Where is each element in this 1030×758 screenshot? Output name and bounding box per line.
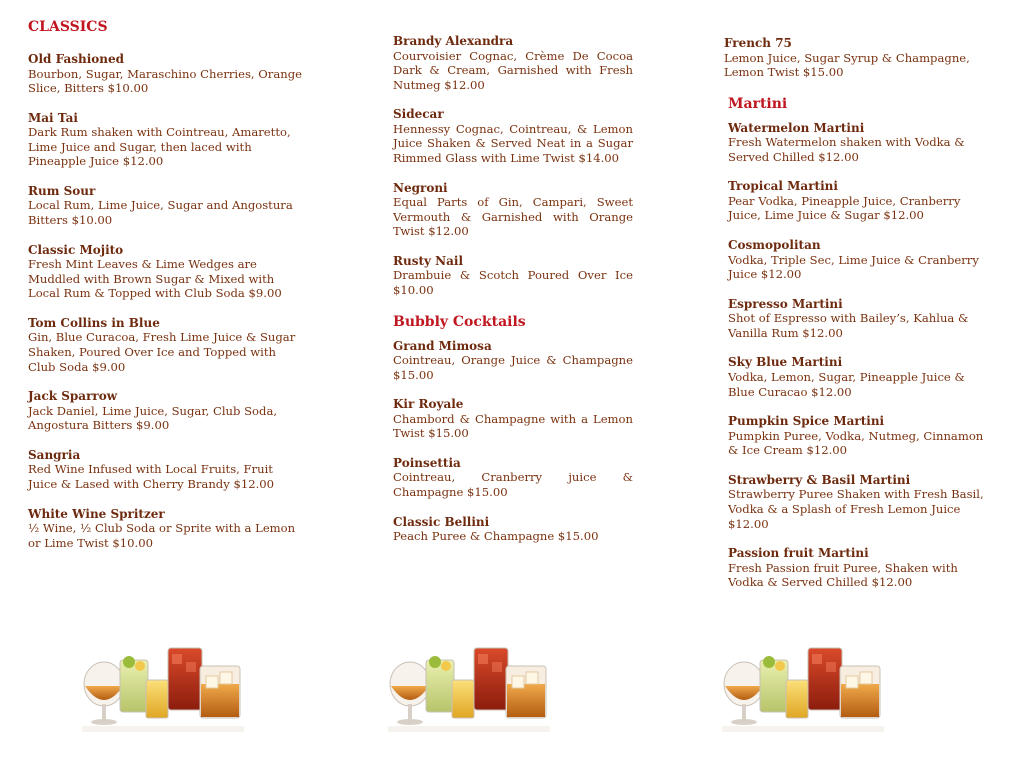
menu-item-name: Sidecar	[393, 107, 444, 122]
bubbly-cocktails-title: Bubbly Cocktails	[393, 313, 526, 330]
menu-item-description: Peach Puree & Champagne $15.00	[393, 529, 599, 544]
cocktail-glasses-icon	[722, 636, 884, 732]
menu-item-description: Local Rum, Lime Juice, Sugar and Angostura Bitters $10.00	[28, 198, 293, 228]
menu-item-name: Rum Sour	[28, 183, 96, 198]
menu-item-description: Fresh Mint Leaves & Lime Wedges are Muddled with Brown Sugar & Mixed with Local Rum & Topped with Club Soda $9.00	[28, 257, 282, 301]
menu-item	[28, 507, 303, 551]
classics-title: CLASSICS	[28, 19, 108, 35]
menu-item	[28, 448, 303, 492]
menu-item-name: Negroni	[393, 180, 448, 195]
menu-item-description: Courvoisier Cognac, Crème De Cocoa Dark & Cream, Garnished with Fresh Nutmeg $12.00	[393, 48, 633, 92]
menu-item-name: Espresso Martini	[728, 296, 843, 311]
menu-item	[728, 238, 992, 282]
menu-item-description: Drambuie & Scotch Poured Over Ice $10.00	[393, 268, 633, 297]
menu-item	[728, 121, 992, 165]
menu-item-description: Fresh Passion fruit Puree, Shaken with Vodka & Served Chilled $12.00	[728, 560, 958, 590]
menu-item	[393, 34, 633, 92]
menu-item-description: Gin, Blue Curacoa, Fresh Lime Juice & Sugar Shaken, Poured Over Ice and Topped with Club Soda $9.00	[28, 330, 296, 374]
menu-item	[728, 414, 992, 458]
bubbly-list	[393, 339, 633, 544]
menu-item-description: Bourbon, Sugar, Maraschino Cherries, Orange Slice, Bitters $10.00	[28, 66, 302, 96]
menu-item-name: Strawberry & Basil Martini	[728, 472, 911, 487]
martini-list	[724, 121, 992, 590]
menu-item-name: Tropical Martini	[728, 179, 838, 194]
menu-item-description: Fresh Watermelon shaken with Vodka & Served Chilled $12.00	[728, 135, 965, 164]
menu-item-description: Equal Parts of Gin, Campari, Sweet Vermouth & Garnished with Orange Twist $12.00	[393, 195, 633, 239]
menu-item-description: Cointreau, Cranberry juice & Champagne $15.00	[393, 470, 633, 499]
menu-item-name: Old Fashioned	[28, 52, 125, 66]
menu-item	[393, 254, 633, 298]
menu-item	[393, 107, 633, 165]
menu-item-description: Cointreau, Orange Juice & Champagne $15.00	[393, 353, 633, 382]
menu-item-name: Sky Blue Martini	[728, 355, 843, 370]
menu-item-name: Passion fruit Martini	[728, 546, 869, 561]
menu-item-name: Watermelon Martini	[728, 120, 865, 135]
french75-list	[724, 36, 992, 80]
menu-item-name: Classic Bellini	[393, 514, 490, 529]
menu-item	[728, 179, 992, 223]
menu-item	[728, 355, 992, 399]
menu-item-description: Strawberry Puree Shaken with Fresh Basil, Vodka & a Splash of Fresh Lemon Juice $12.00	[728, 487, 984, 531]
menu-item-name: Kir Royale	[393, 397, 464, 412]
menu-item-name: White Wine Spritzer	[28, 506, 165, 521]
cocktail-glasses-icon	[82, 636, 244, 732]
menu-item	[393, 515, 633, 544]
menu-item	[393, 397, 633, 441]
brandy-bubbly-column	[393, 34, 633, 559]
menu-item	[393, 181, 633, 239]
cocktail-glasses-icon	[388, 636, 550, 732]
menu-item-description: Vodka, Triple Sec, Lime Juice & Cranberry Juice $12.00	[728, 252, 979, 282]
menu-item-name: Pumpkin Spice Martini	[728, 414, 885, 429]
menu-item-name: Rusty Nail	[393, 253, 464, 268]
menu-item-description: Red Wine Infused with Local Fruits, Fruit Juice & Lased with Cherry Brandy $12.00	[28, 462, 275, 491]
menu-item	[393, 339, 633, 383]
menu-item	[728, 473, 992, 531]
menu-item-name: Tom Collins in Blue	[28, 315, 160, 330]
menu-item-name: French 75	[724, 36, 792, 50]
menu-item-name: Sangria	[28, 447, 81, 462]
menu-item-name: Jack Sparrow	[28, 389, 118, 404]
martini-title: Martini	[728, 95, 788, 112]
menu-item-description: Pear Vodka, Pineapple Juice, Cranberry Juice, Lime Juice & Sugar $12.00	[728, 193, 961, 223]
menu-item-description: Jack Daniel, Lime Juice, Sugar, Club Soda, Angostura Bitters $9.00	[28, 403, 278, 433]
menu-item-description: Lemon Juice, Sugar Syrup & Champagne, Lemon Twist $15.00	[724, 50, 970, 80]
menu-item	[724, 36, 992, 80]
menu-item	[28, 52, 303, 96]
menu-item-description: Chambord & Champagne with a Lemon Twist $15.00	[393, 411, 633, 441]
menu-item	[28, 184, 303, 228]
menu-item-name: Mai Tai	[28, 110, 78, 125]
menu-item-name: Grand Mimosa	[393, 338, 492, 353]
menu-item	[728, 546, 992, 590]
classics-list	[28, 52, 303, 550]
menu-item	[28, 111, 303, 169]
menu-item-description: Vodka, Lemon, Sugar, Pineapple Juice & Blue Curacao $12.00	[728, 369, 965, 399]
menu-item-description: ½ Wine, ½ Club Soda or Sprite with a Lemon or Lime Twist $10.00	[28, 521, 296, 550]
menu-item-name: Brandy Alexandra	[393, 34, 514, 48]
menu-item-name: Classic Mojito	[28, 242, 124, 257]
brandy-list	[393, 34, 633, 298]
menu-item-description: Hennessy Cognac, Cointreau, & Lemon Juice Shaken & Served Neat in a Sugar Rimmed Glass with Lime Twist $14.00	[393, 121, 633, 165]
menu-item	[728, 297, 992, 341]
menu-item	[28, 316, 303, 374]
menu-item	[393, 456, 633, 500]
menu-item	[28, 389, 303, 433]
menu-item	[28, 243, 303, 301]
menu-item-description: Pumpkin Puree, Vodka, Nutmeg, Cinnamon & Ice Cream $12.00	[728, 428, 984, 458]
classics-column	[28, 18, 303, 565]
menu-item-description: Dark Rum shaken with Cointreau, Amaretto, Lime Juice and Sugar, then laced with Pineapple Juice $12.00	[28, 125, 291, 169]
martini-column	[724, 36, 992, 605]
menu-item-name: Cosmopolitan	[728, 238, 821, 253]
menu-item-name: Poinsettia	[393, 455, 461, 470]
menu-item-description: Shot of Espresso with Bailey’s, Kahlua & Vanilla Rum $12.00	[728, 311, 969, 340]
